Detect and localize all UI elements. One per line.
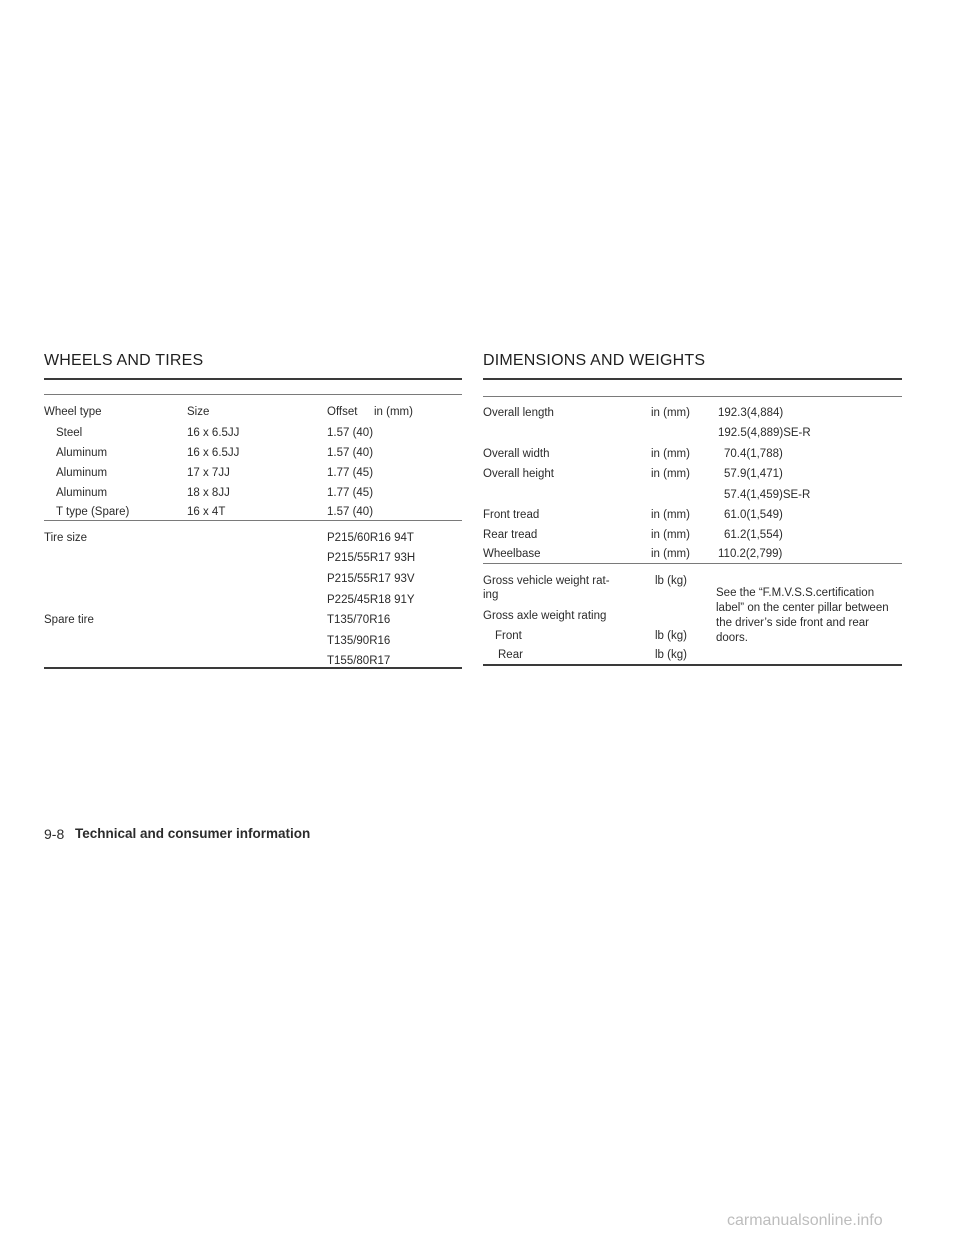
dimension-value: 70.4(1,788) [724, 448, 783, 460]
section-title-dimensions: DIMENSIONS AND WEIGHTS [483, 352, 706, 369]
wheel-offset: 1.57 (40) [327, 427, 374, 439]
page-number: 9-8 [44, 826, 65, 842]
spare-tire-label: Spare tire [44, 614, 94, 626]
wheel-offset: 1.57 (40) [327, 506, 374, 518]
wheel-offset: 1.77 (45) [327, 487, 374, 499]
certification-note: See the “F.M.V.S.S.certification label” on the center pillar between the driver’s side front and rear doors. [716, 587, 889, 644]
dimension-unit: in (mm) [651, 407, 690, 419]
spare-tire-value: T135/90R16 [327, 635, 391, 647]
header-size: Size [187, 406, 210, 418]
dimension-unit: in (mm) [651, 529, 690, 541]
header-unit: in (mm) [374, 406, 413, 418]
dimension-unit: in (mm) [651, 509, 690, 521]
gvwr-label: Gross vehicle weight rat- [483, 575, 610, 587]
wheel-size: 16 x 6.5JJ [187, 427, 240, 439]
wheel-type: Aluminum [56, 447, 108, 459]
divider [483, 378, 902, 380]
dimension-value: 61.2(1,554) [724, 529, 783, 541]
divider [44, 378, 462, 380]
header-wheel-type: Wheel type [44, 406, 102, 418]
dimension-label: Overall width [483, 448, 550, 460]
dimension-value: 110.2(2,799) [718, 548, 783, 560]
wheel-offset: 1.77 (45) [327, 467, 374, 479]
wheel-type: T type (Spare) [56, 506, 130, 518]
tire-size-value: P225/45R18 91Y [327, 594, 415, 606]
section-name: Technical and consumer information [75, 826, 311, 841]
divider [483, 664, 902, 666]
gvwr-unit: lb (kg) [655, 575, 687, 587]
section-title-wheels: WHEELS AND TIRES [44, 352, 204, 369]
header-offset: Offset [327, 406, 358, 418]
wheel-type: Aluminum [56, 487, 108, 499]
tire-size-value: P215/55R17 93V [327, 573, 415, 585]
divider [483, 563, 902, 564]
dimension-unit: in (mm) [651, 548, 690, 560]
tire-size-value: P215/55R17 93H [327, 552, 416, 564]
dimension-unit: in (mm) [651, 468, 690, 480]
dimension-label: Overall height [483, 468, 554, 480]
tire-size-label: Tire size [44, 532, 88, 544]
dimension-unit: in (mm) [651, 448, 690, 460]
dimension-value: 57.9(1,471) [724, 468, 783, 480]
wheel-type: Aluminum [56, 467, 108, 479]
front-unit: lb (kg) [655, 630, 687, 642]
rear-unit: lb (kg) [655, 649, 687, 661]
wheel-size: 18 x 8JJ [187, 487, 230, 499]
dimension-value: 57.4(1,459)SE-R [724, 489, 811, 501]
front-label: Front [495, 630, 522, 642]
divider [44, 667, 462, 669]
dimension-label: Overall length [483, 407, 554, 419]
spare-tire-value: T135/70R16 [327, 614, 391, 626]
divider [483, 396, 902, 397]
dimension-value: 61.0(1,549) [724, 509, 783, 521]
watermark: carmanualsonline.info [727, 1212, 883, 1229]
dimension-label: Front tread [483, 509, 540, 521]
divider [44, 394, 462, 395]
tire-size-value: P215/60R16 94T [327, 532, 414, 544]
spare-tire-value: T155/80R17 [327, 655, 391, 667]
dimension-value: 192.3(4,884) [718, 407, 784, 419]
wheel-type: Steel [56, 427, 83, 439]
wheel-size: 16 x 4T [187, 506, 226, 518]
dimension-label: Wheelbase [483, 548, 541, 560]
dimension-label: Rear tread [483, 529, 538, 541]
gawr-label: Gross axle weight rating [483, 610, 607, 622]
divider [44, 520, 462, 521]
wheel-size: 17 x 7JJ [187, 467, 230, 479]
rear-label: Rear [498, 649, 523, 661]
dimension-value: 192.5(4,889)SE-R [718, 427, 811, 439]
gvwr-label-cont: ing [483, 589, 499, 601]
wheel-offset: 1.57 (40) [327, 447, 374, 459]
wheel-size: 16 x 6.5JJ [187, 447, 240, 459]
